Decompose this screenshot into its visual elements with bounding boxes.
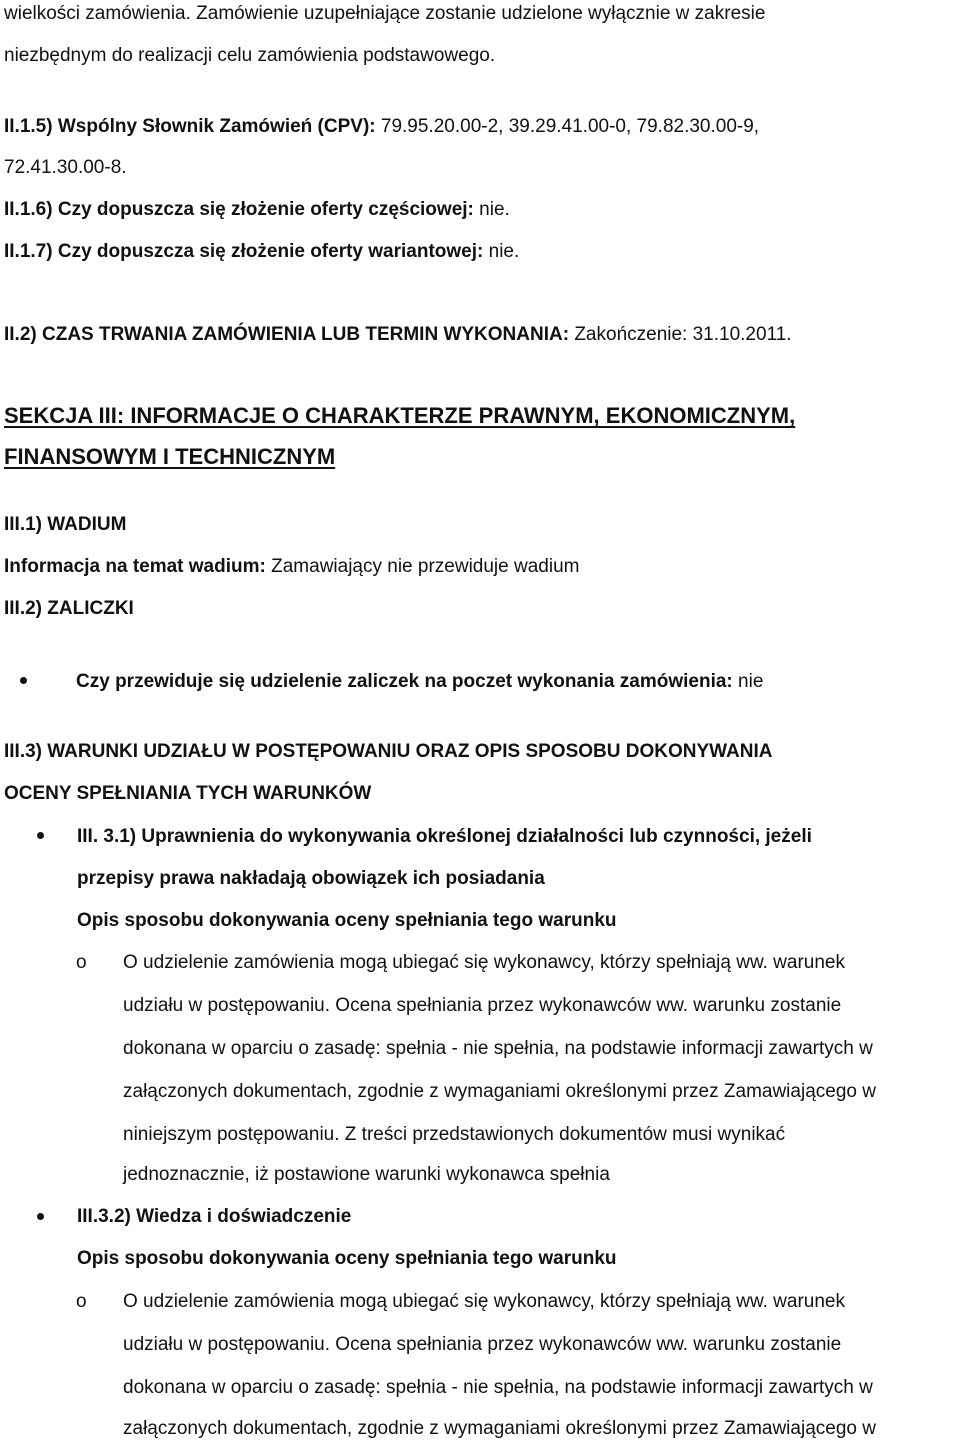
duration-value: Zakończenie: 31.10.2011. <box>569 324 792 345</box>
paragraph-line: udziału w postępowaniu. Ocena spełniania przez wykonawców ww. warunku zostanie <box>123 1334 842 1355</box>
zaliczki-value: nie <box>732 671 764 692</box>
wadium-line <box>4 557 579 576</box>
paragraph-line: dokonana w oparciu o zasadę: spełnia - nie spełnia, na podstawie informacji zawartych w <box>123 1377 873 1398</box>
zaliczki-heading: III.2) ZALICZKI <box>4 598 134 619</box>
paragraph-line: O udzielenie zamówienia mogą ubiegać się wykonawcy, którzy spełniają ww. warunek <box>123 952 845 973</box>
paragraph-line: dokonana w oparciu o zasadę: spełnia - nie spełnia, na podstawie informacji zawartych w <box>123 1038 873 1059</box>
wadium-value: Zamawiający nie przewiduje wadium <box>265 556 580 577</box>
assessment-heading: Opis sposobu dokonywania oceny spełniania tego warunku <box>77 1248 617 1269</box>
duration-label: II.2) CZAS TRWANIA ZAMÓWIENIA LUB TERMIN WYKONANIA: <box>4 324 570 345</box>
section-title: SEKCJA III: INFORMACJE O CHARAKTERZE PRAWNYM, EKONOMICZNYM, <box>4 403 796 428</box>
paragraph-line: O udzielenie zamówienia mogą ubiegać się wykonawcy, którzy spełniają ww. warunek <box>123 1291 845 1312</box>
assessment-heading: Opis sposobu dokonywania oceny spełniania tego warunku <box>77 910 617 931</box>
paragraph-line: załączonych dokumentach, zgodnie z wymaganiami określonymi przez Zamawiającego w <box>123 1081 876 1102</box>
bullet-icon <box>37 832 44 839</box>
cpv-line-cont: 72.41.30.00-8. <box>4 157 127 178</box>
partial-offer-label: II.1.6) Czy dopuszcza się złożenie oferty częściowej: <box>4 199 474 220</box>
wadium-heading: III.1) WADIUM <box>4 514 127 535</box>
cpv-label: II.1.5) Wspólny Słownik Zamówień (CPV): <box>4 116 376 137</box>
text-line: niezbędnym do realizacji celu zamówienia podstawowego. <box>4 45 496 66</box>
bullet-icon <box>37 1213 44 1220</box>
paragraph-line: jednoznacznie, iż postawione warunki wykonawca spełnia <box>123 1164 610 1185</box>
zaliczki-line <box>76 672 763 691</box>
circle-bullet-icon: o <box>76 1291 87 1312</box>
item-heading: III.3.2) Wiedza i doświadczenie <box>77 1206 352 1227</box>
paragraph-line: załączonych dokumentach, zgodnie z wymaganiami określonymi przez Zamawiającego w <box>123 1418 876 1439</box>
variant-offer-label: II.1.7) Czy dopuszcza się złożenie oferty wariantowej: <box>4 241 484 262</box>
bullet-icon <box>20 677 27 684</box>
duration-line <box>4 325 792 344</box>
partial-offer-value: nie. <box>473 199 510 220</box>
wadium-label: Informacja na temat wadium: <box>4 556 266 577</box>
paragraph-line: niniejszym postępowaniu. Z treści przedstawionych dokumentów musi wynikać <box>123 1124 786 1145</box>
item-heading-cont: przepisy prawa nakładają obowiązek ich posiadania <box>77 868 545 889</box>
text-line: wielkości zamówienia. Zamówienie uzupełniające zostanie udzielone wyłącznie w zakresie <box>4 3 766 24</box>
warunki-heading-cont: OCENY SPEŁNIANIA TYCH WARUNKÓW <box>4 783 372 804</box>
cpv-value: 79.95.20.00-2, 39.29.41.00-0, 79.82.30.00-9, <box>375 116 760 137</box>
zaliczki-label: Czy przewiduje się udzielenie zaliczek na poczet wykonania zamówienia: <box>76 671 733 692</box>
item-heading: III. 3.1) Uprawnienia do wykonywania określonej działalności lub czynności, jeżeli <box>77 826 812 847</box>
section-title-cont: FINANSOWYM I TECHNICZNYM <box>4 444 336 469</box>
variant-offer-line <box>4 242 519 261</box>
variant-offer-value: nie. <box>483 241 520 262</box>
partial-offer-line <box>4 200 510 219</box>
cpv-line <box>4 117 759 136</box>
paragraph-line: udziału w postępowaniu. Ocena spełniania przez wykonawców ww. warunku zostanie <box>123 995 842 1016</box>
circle-bullet-icon: o <box>76 952 87 973</box>
warunki-heading: III.3) WARUNKI UDZIAŁU W POSTĘPOWANIU ORAZ OPIS SPOSOBU DOKONYWANIA <box>4 741 773 762</box>
